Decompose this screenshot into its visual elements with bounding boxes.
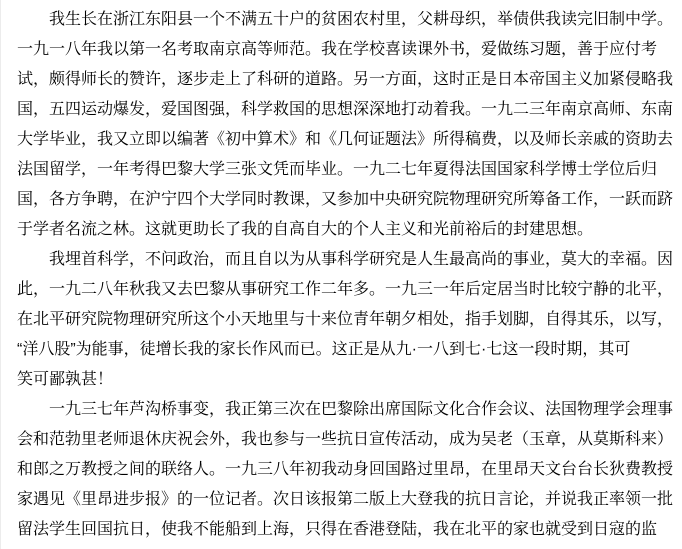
text-line: 笑可鄙孰甚！ [17, 371, 114, 388]
text-line: 和郎之万教授之间的联络人。一九三八年初我动身回国路过里昂，在里昂天文台台长狄费教授 [17, 461, 674, 478]
text-line: 法国留学，一年考得巴黎大学三张文凭而毕业。一九二七年夏得法国国家科学博士学位后归 [17, 161, 658, 178]
text-line: 我埋首科学，不问政治，而且自以为从事科学研究是人生最高尚的事业，莫大的幸福。因 [49, 251, 674, 268]
text-line: 在北平研究院物理研究所这个小天地里与十来位青年朝夕相处，指手划脚，自得其乐，以写， [17, 311, 674, 328]
text-line: 家遇见《里昂进步报》的一位记者。次日该报第二版上大登我的抗日言论，并说我正率领一批 [17, 491, 674, 508]
text-line: 一九三七年芦沟桥事变，我正第三次在巴黎除出席国际文化合作会议、法国物理学会理事 [49, 401, 674, 418]
text-line: 此，一九二八年秋我又去巴黎从事研究工作二年多。一九三一年后定居当时比较宁静的北平， [17, 281, 674, 298]
text-line: 国，各方争聘，在沪宁四个大学同时教课，又参加中央研究院物理研究所筹备工作，一跃而跻 [17, 191, 674, 208]
text-line: 留法学生回国抗日，使我不能船到上海，只得在香港登陆，我在北平的家也就受到日寇的监 [17, 521, 658, 538]
text-line: 大学毕业，我又立即以编著《初中算术》和《几何证题法》所得稿费，以及师长亲戚的资助去 [17, 131, 674, 148]
text-line: 会和范勃里老师退休庆祝会外，我也参与一些抗日宣传活动，成为吴老（玉章，从莫斯科来） [17, 431, 674, 448]
text-line: 国，五四运动爆发，爱国图强，科学救国的思想深深地打动着我。一九二三年南京高师、东南 [17, 101, 674, 118]
paragraph [17, 395, 674, 545]
paragraph [17, 245, 674, 395]
text-line: 试，颇得师长的赞许，逐步走上了科研的道路。另一方面，这时正是日本帝国主义加紧侵略我 [17, 71, 674, 88]
text-line: 于学者名流之林。这就更助长了我的自高自大的个人主义和光前裕后的封建思想。 [17, 221, 594, 238]
text-line: 一九一八年我以第一名考取南京高等师范。我在学校喜读课外书，爱做练习题，善于应付考 [17, 41, 658, 58]
text-body [17, 5, 674, 545]
text-line: 我生长在浙江东阳县一个不满五十户的贫困农村里，父耕母织，举债供我读完旧制中学。 [49, 11, 674, 28]
text-line: “洋八股”为能事，徒增长我的家长作风而已。这正是从九·一八到七·七这一段时期，其可 [17, 341, 631, 358]
paragraph [17, 5, 674, 245]
